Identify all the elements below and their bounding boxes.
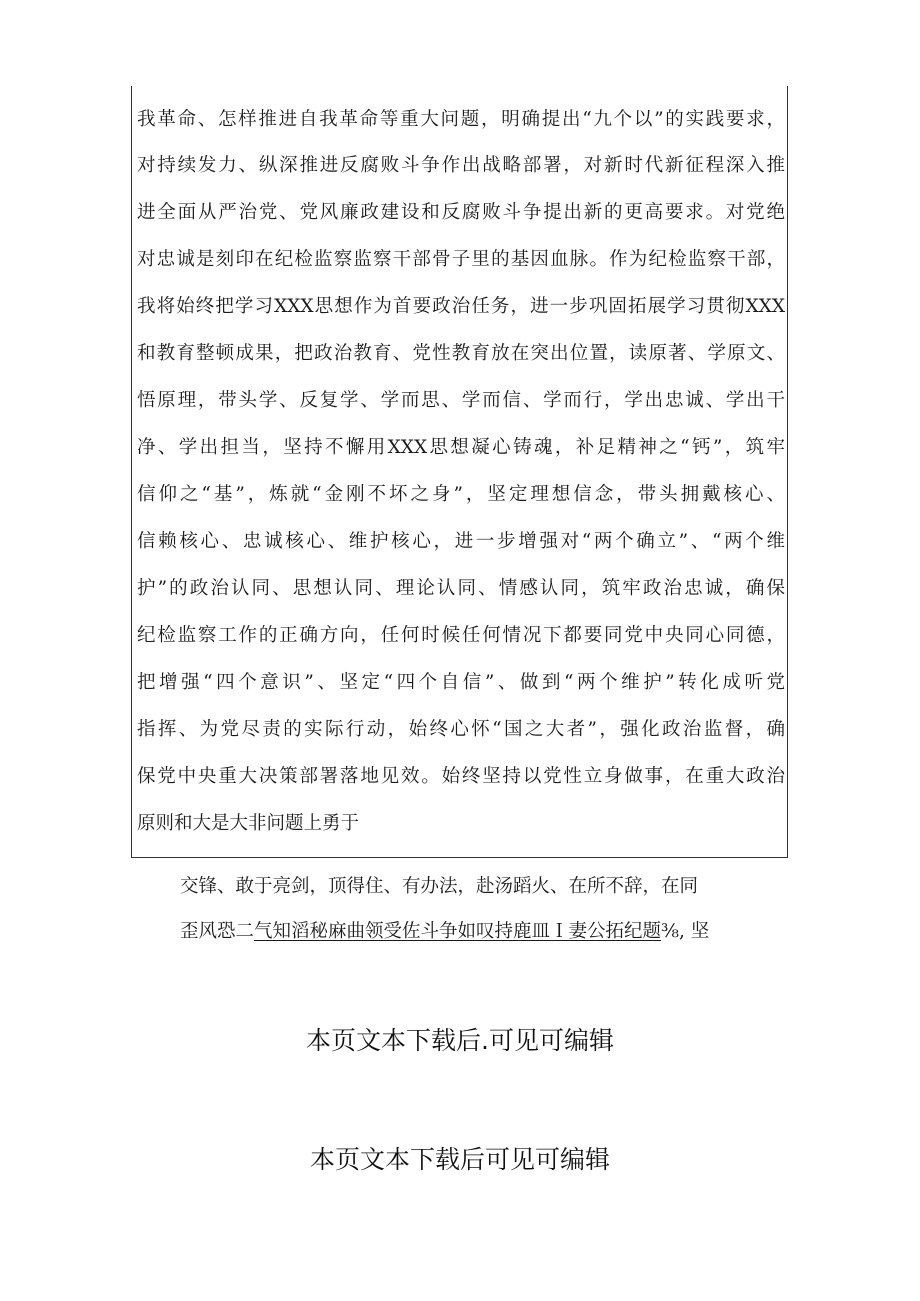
body-text-line: 信仰之“基”，炼就“金刚不坏之身”，坚定理想信念，带头拥戴核心、 — [137, 484, 785, 505]
body-text-line: 护”的政治认同、思想认同、理论认同、情感认同，筑牢政治忠诚，确保 — [137, 578, 785, 599]
body-text-line: 对忠诚是刻印在纪检监察监察干部骨子里的基因血脉。作为纪检监察干部， — [137, 249, 785, 270]
body-text-line: 我革命、怎样推进自我革命等重大问题，明确提出“九个以”的实践要求， — [137, 109, 785, 130]
body-text-line: 净、学出担当，坚持不懈用XXX思想凝心铸魂，补足精神之“钙”，筑牢 — [137, 437, 785, 458]
body-text-line: 原则和大是大非问题上勇于 — [137, 813, 360, 834]
garbled-suffix: ⅜, 坚 — [661, 921, 710, 942]
body-text-line: 把增强“四个意识”、坚定“四个自信”、做到“两个维护”转化成听党 — [137, 672, 785, 693]
body-text-line: 我将始终把学习XXX思想作为首要政治任务，进一步巩固拓展学习贯彻XXX — [137, 296, 785, 317]
continuation-text-line: 交锋、敢于亮剑，顶得住、有办法，赴汤蹈火、在所不辞，在同 — [180, 876, 699, 897]
body-text-line: 悟原理，带头学、反复学、学而思、学而信、学而行，学出忠诚、学出干 — [137, 390, 785, 411]
garbled-prefix: 歪风恐二 — [180, 921, 255, 942]
body-text-line: 指挥、为党尽责的实际行动，始终心怀“国之大者”，强化政治监督，确 — [137, 719, 785, 740]
download-note: 本页文本下载后.可见可编辑 — [306, 1026, 614, 1055]
body-text-line: 纪检监察工作的正确方向，任何时候任何情况下都要同党中央同心同德， — [137, 625, 785, 646]
body-text-line: 对持续发力、纵深推进反腐败斗争作出战略部署，对新时代新征程深入推 — [137, 155, 785, 176]
body-text-line: 保党中央重大决策部署落地见效。始终坚持以党性立身做事，在重大政治 — [137, 766, 785, 787]
body-text-line: 信赖核心、忠诚核心、维护核心，进一步增强对“两个确立”、“两个维 — [137, 531, 785, 552]
body-text-line: 和教育整顿成果，把政治教育、党性教育放在突出位置，读原著、学原文、 — [137, 343, 785, 364]
garbled-underlined: 气知滔秘麻曲领受佐斗争如叹持鹿皿Ｉ妻公拓纪题 — [254, 921, 662, 942]
download-note: 本页文本下载后可见可编辑 — [309, 1145, 610, 1174]
garbled-text-line — [180, 915, 709, 949]
body-text-line: 进全面从严治党、党风廉政建设和反腐败斗争提出新的更高要求。对党绝 — [137, 202, 785, 223]
